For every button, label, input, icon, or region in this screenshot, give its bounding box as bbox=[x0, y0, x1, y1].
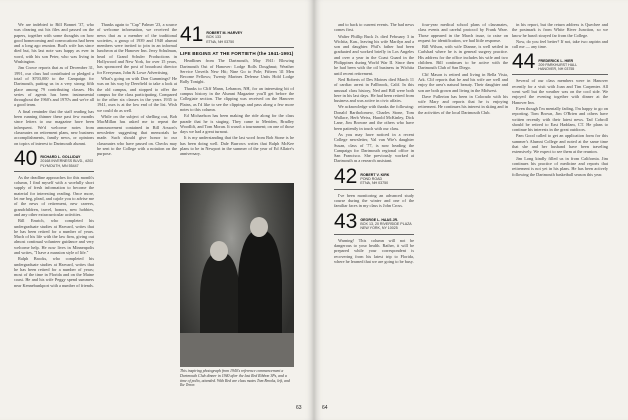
photo-caption: This inspiring photograph from 1940's reference commencement a Dartmouth Club dinner in 1940 after the last Red Ribbon 3Ps, and a time of polio, attended. With Red are class mates Tom Brooks, left, and Ike Tenor. bbox=[180, 369, 291, 388]
right-column-3 bbox=[512, 22, 608, 400]
page-number: 64 bbox=[322, 405, 328, 411]
right-page bbox=[314, 0, 628, 420]
left-column-2 bbox=[97, 22, 177, 400]
paragraph: and to back to current events. The bad news comes first. bbox=[334, 22, 414, 33]
class-heading-43 bbox=[334, 209, 414, 233]
paragraph: Jim Crowe reports that as of December 31, 1991, our class had contributed or pledged a total of $703,000 to the Campaign for Dartmouth, putting us in a very strong fifth place among 79 contributing classes. His series of agents has been instrumental throughout the 1960's and 1970's and we're all a good team. bbox=[14, 65, 94, 108]
class-number: 44 bbox=[512, 50, 536, 74]
page-number: 63 bbox=[296, 405, 302, 411]
class-secretary-info: GEORGE L. HAAS JR. BOX 13, 20 RIVERSIDE PLAZA NEW YORK, NY 10025 bbox=[360, 217, 412, 231]
paragraph: Clif Mason is retired and living in Bella Vista, Ark. Clif reports that he and his wife are well and enjoy the area's natural beauty. Their daughter and son are both grown and living in the Midwest. bbox=[418, 71, 508, 93]
paragraph: Ralph Brooks, who completed his undergraduate studies at Harvard, writes that he has been retired for a number of years; most of the time in Florida and on the Maine coast. He and his wife Peggy spend summers near Kennebunkport with a number of friends. bbox=[14, 256, 94, 288]
class-number: 40 bbox=[14, 146, 38, 170]
class-secretary-info: RICHARD L. GOLLIDAY 20168 INVERNESS BLVD., #202 PLYMOUTH, MN 55447 bbox=[40, 154, 94, 168]
class-headline: LIFE BEGINS AT THE FORTIETH (the 1941-1991) bbox=[180, 51, 294, 56]
paragraph: While on the subject of shelling out, Bob MacMillan has asked me to repeat the announcement contained in Bill Arsson's newsletter suggesting that memorials be made. Such should give honor to our classmates who have passed on. Checks may be sent to the College with a notation on the purpose. bbox=[97, 114, 177, 157]
paragraph: four-year medical school plans of classmates, class events and careful protocol by Frank Ware. Those appeared in the March issue, to raise on request for identification, we had little response. bbox=[418, 22, 508, 43]
divider bbox=[334, 234, 414, 235]
class-secretary-info: FREDERICK L. HIER 209 PARKHURST HALL HANOVER, NH 03755 bbox=[538, 58, 578, 72]
paragraph: Thanks to Cliff Mann, Lebanon, NH, for an interesting bit of campus history in the Alumni Magazine you'll get before the Collegiate section. The clipping was received on the Hanover Plains, as I'd like to see the clippings and pass along a few more notes to this column. bbox=[180, 85, 294, 112]
paragraph: Now, do you feel better? If not, take two aspirin and call me — any time. bbox=[512, 38, 608, 50]
class-heading-41 bbox=[180, 23, 294, 46]
class-heading-42 bbox=[334, 164, 414, 188]
paragraph: We acknowledge with thanks the following: Donald Bartholomew, Charles Stone, Tom Wallace, Herb Weiss, Harold McKinley, Dick Lane, Jim Browne and the others who have been patiently in touch with our class. bbox=[334, 104, 414, 131]
class-heading-44 bbox=[512, 50, 608, 74]
paragraph: in his report, but the return address is Quechee and the postmark is from White River Junction, so we know he hasn't strayed far from the College. bbox=[512, 22, 608, 38]
paragraph: It is my understanding that the last word from Bob Stone is he has been doing well. Dale Burrows writes that Ralph McKee plans to be in Newport in the summer of the year of Ed Allaire's anniversary. bbox=[180, 135, 294, 157]
right-column-2 bbox=[418, 22, 508, 400]
divider bbox=[14, 171, 94, 172]
paragraph: Thanks again to "Cap" Palmer '23, a source of welcome information, we received the news that as a member of the traditional societies, a group of 1939 and 1940 alumni members were invited to join in an informal luncheon at the Hanover Inn. Jerry Schulman, head of Grand Schuler Productions in Hollywood and New York, for over 15 years, has sponsored the post of broadcast director for Everyman, John & Lowe Advertising. bbox=[97, 22, 177, 75]
class-number: 43 bbox=[334, 209, 358, 233]
class-photo bbox=[180, 183, 294, 367]
left-column-3 bbox=[180, 22, 294, 180]
class-secretary-info: ROBERT V. KIRK POND ROAD ETNA, NH 03750 bbox=[360, 172, 390, 186]
paragraph: Ed Michaelson has been making the ride along for the class parade that he is staging. They came to Meriden, Bradley Woodlift, and Tom Moran. It wasn't a tournament; on one of those days we had a great turnout. bbox=[180, 113, 294, 135]
divider bbox=[334, 189, 414, 190]
paragraph: Ned Roberts of Des Moines died March 11 of cardiac arrest in Fallbrook, Calif. In this unusual class history, Ned and Bill were both here in his last days. He had been retired from business and was active in civic affairs. bbox=[334, 76, 414, 104]
paragraph: Jim Long kindly filled us in from California. Jim continues his practice of medicine and reports that retirement is not yet in his plans. He has been actively following the Dartmouth basketball season this year. bbox=[512, 155, 608, 177]
left-column-1 bbox=[14, 22, 94, 400]
paragraph: Even though I'm mentally fading, I'm happy to go on reporting. Tom Brown, Jim O'Brien and others have written recently with their latest news. Tad Cobroll should be retired to East Haddam, CT. He plans to continue his interests in the great outdoors. bbox=[512, 105, 608, 133]
paragraph: Pam Good called to get an application form for this summer's Alumni College and noted at the same time that she and her husband have been traveling extensively. We expect to see them at the reunion. bbox=[512, 133, 608, 155]
class-secretary-info: ROBERT M. HARVEY BOX 133 ETNA, NH 03750 bbox=[206, 31, 243, 44]
paragraph: Bill Emrich, who completed his undergraduate studies at Harvard, writes that he has been retired for a number of years. Much of his life with the law firm, giving out almost continual volunteer guidance and very welcome help. He now lives in Minneapolis and writes, "I have a mansion style of life." bbox=[14, 218, 94, 255]
class-heading-40 bbox=[14, 146, 94, 170]
paragraph: As the deadline approaches for this month's column, I find myself with a woefully short supply of fresh information to become the material for interesting reading. Once more, let me beg, plead, and cajole you to advise me of the news of retirement, new careers, grandchildren, travel, honors, new hobbies, and any other extracurricular activities. bbox=[14, 174, 94, 217]
paragraph: As you may have noticed in a recent College newsletter, Val van Wie's daughter Susan, class of '77, is now heading the Campaign for Dartmouth regional office in San Francisco. She previously worked at Dartmouth as a research assistant. bbox=[334, 131, 414, 164]
paragraph: I've been monitoring an advanced study course during the winter and one of the familiar faces in my class is John Cross. bbox=[334, 192, 414, 209]
paragraph: What's going on with Don Cummings? He was on his way by Deerfield to take a look at the old campus, and stopped to offer the campus for the class participating. Compared to the other six classes in the years 1935 to 1941, ours is at the low end of the list. Wish we could do as well. bbox=[97, 75, 177, 113]
paragraph: Headlines from The Dartmouth, May 1941: Blowing Dartmouth Out of Hanover: Lodge Rolls Doughnut; Weather Service Unveils New Hit; Nine Go to Pole; Fifteen '41 Men Become Fellows; Twenty Marines Defense Units Hold Lodge Rally Tonight. bbox=[180, 58, 294, 85]
paragraph: Bill Wilson, with wife Dianne, is well settled in Carlsbad where he is in general surgery practice. His address for the office includes his wife and two children. Bill continues to be active with the Dartmouth Club of San Diego. bbox=[418, 44, 508, 71]
paragraph: Several of our class members were in Hanover recently for a visit with Joan and Tim Carpenter. All went well but the weather was on the cool side. We enjoyed the evening together with dinner at the Hanover Inn. bbox=[512, 78, 608, 105]
divider bbox=[512, 74, 608, 75]
divider bbox=[180, 47, 294, 48]
paragraph: A final reminder that the staff reading has been running thinner these past few months since letters to our magazine have been infrequent. We'd welcome notes from classmates on retirement plans, new business accomplishments, family news, or opinions on topics of interest to Dartmouth alumni. bbox=[14, 108, 94, 146]
paragraph: Walter Phillip Buck Jr. died February 3 in Wichita, Kan., leaving his wife Marilyn and a son and daughter. Phil's father had been graduated and worked briefly in Los Angeles and over a year in the Coast Guard in the Philippines during World War II. Since then he had been with the oil business in Wichita until recent retirement. bbox=[334, 33, 414, 76]
right-column-1 bbox=[334, 22, 414, 400]
paragraph: Warning! This column will not be dangerous to your health. Rather, it will be prepared while your correspondent is recovering from his latest trip to Florida, where he learned that we are going to be busy. bbox=[334, 237, 414, 264]
paragraph: We are indebted to Bill Bonnet '37, who was clearing out his files and passed on the papers, together with some thoughts on how good homecoming and convocations had been and a long ago reunion. Bud's wife has since died but, his last note was happy as ever in word, with his son Peter, who was living in Washington. bbox=[14, 22, 94, 65]
paragraph: Dave Fullerton has been in Colorado with his wife Mary and reports that he is enjoying retirement. He continues his interest in skiing and in the activities of the local Dartmouth Club. bbox=[418, 93, 508, 115]
class-number: 41 bbox=[180, 23, 204, 46]
class-number: 42 bbox=[334, 164, 358, 188]
